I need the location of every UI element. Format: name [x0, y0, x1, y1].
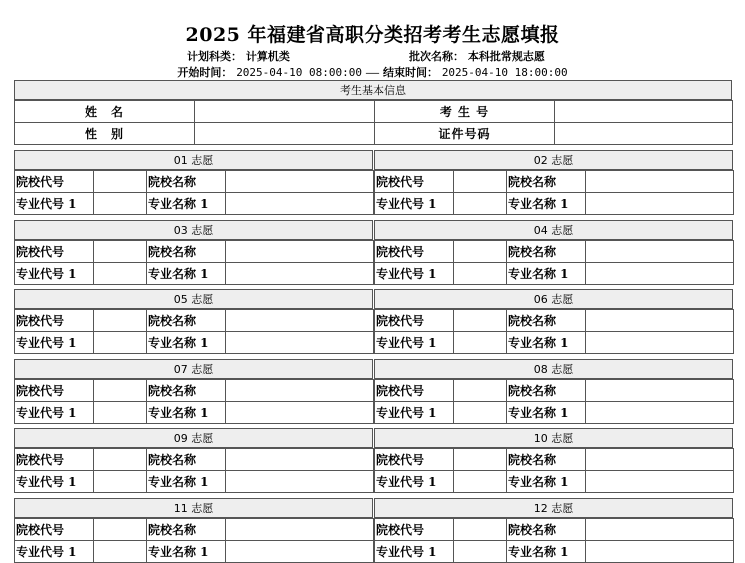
- major-name-label: 专业名称 1: [507, 541, 586, 563]
- school-code-label: 院校代号: [15, 241, 94, 263]
- page-title: 2025 年福建省高职分类招考考生志愿填报: [185, 24, 560, 46]
- school-name-field[interactable]: [586, 171, 734, 193]
- volunteer-header: 06 志愿: [374, 289, 733, 309]
- volunteer-block: [14, 428, 373, 493]
- school-name-field[interactable]: [226, 241, 374, 263]
- major-name-field[interactable]: [586, 193, 734, 215]
- major-code-label: 专业代号 1: [375, 332, 454, 354]
- school-code-label: 院校代号: [375, 171, 454, 193]
- batch-value: 本科批常规志愿: [467, 50, 545, 63]
- major-name-label: 专业名称 1: [507, 402, 586, 424]
- school-code-field[interactable]: [454, 241, 507, 263]
- volunteer-table: [374, 379, 734, 424]
- major-code-label: 专业代号 1: [15, 332, 94, 354]
- school-name-field[interactable]: [226, 380, 374, 402]
- major-name-field[interactable]: [586, 332, 734, 354]
- volunteer-block: [374, 359, 733, 424]
- school-name-field[interactable]: [226, 519, 374, 541]
- volunteer-table: [374, 518, 734, 563]
- school-name-label: 院校名称: [147, 241, 226, 263]
- school-code-field[interactable]: [94, 241, 147, 263]
- major-name-label: 专业名称 1: [507, 471, 586, 493]
- volunteer-block: [14, 150, 373, 215]
- major-code-field[interactable]: [94, 332, 147, 354]
- major-name-label: 专业名称 1: [507, 332, 586, 354]
- volunteer-header: 04 志愿: [374, 220, 733, 240]
- volunteer-table: [374, 448, 734, 493]
- major-name-label: 专业名称 1: [147, 193, 226, 215]
- volunteer-table: [14, 379, 374, 424]
- school-name-field[interactable]: [586, 449, 734, 471]
- major-code-field[interactable]: [454, 193, 507, 215]
- major-code-field[interactable]: [454, 263, 507, 285]
- volunteer-header: 03 志愿: [14, 220, 373, 240]
- major-code-field[interactable]: [454, 332, 507, 354]
- school-name-label: 院校名称: [507, 380, 586, 402]
- major-name-field[interactable]: [586, 263, 734, 285]
- end-value: 2025-04-10 18:00:00: [441, 66, 568, 79]
- major-name-label: 专业名称 1: [147, 263, 226, 285]
- basic-info-table: [14, 100, 733, 145]
- major-code-field[interactable]: [94, 193, 147, 215]
- school-name-label: 院校名称: [147, 380, 226, 402]
- major-code-label: 专业代号 1: [15, 402, 94, 424]
- school-code-field[interactable]: [454, 310, 507, 332]
- major-name-label: 专业名称 1: [147, 471, 226, 493]
- exam-no-label: 考 生 号: [375, 101, 555, 123]
- school-code-field[interactable]: [454, 519, 507, 541]
- volunteer-table: [14, 518, 374, 563]
- volunteer-table: [14, 309, 374, 354]
- volunteer-header: 07 志愿: [14, 359, 373, 379]
- school-code-field[interactable]: [94, 380, 147, 402]
- school-code-field[interactable]: [94, 310, 147, 332]
- school-code-label: 院校代号: [15, 519, 94, 541]
- meta-row-2: [0, 64, 745, 80]
- volunteer-block: [374, 498, 733, 563]
- basic-info-section: [14, 80, 732, 145]
- school-name-label: 院校名称: [147, 519, 226, 541]
- volunteer-block: [14, 359, 373, 424]
- major-name-field[interactable]: [586, 541, 734, 563]
- school-name-field[interactable]: [586, 380, 734, 402]
- major-code-label: 专业代号 1: [375, 471, 454, 493]
- school-code-field[interactable]: [454, 171, 507, 193]
- plan-info: [187, 48, 290, 64]
- major-code-field[interactable]: [94, 541, 147, 563]
- volunteer-header: 09 志愿: [14, 428, 373, 448]
- volunteer-table: [374, 170, 734, 215]
- major-code-field[interactable]: [94, 263, 147, 285]
- batch-label: 批次名称：: [409, 50, 464, 63]
- school-code-label: 院校代号: [375, 519, 454, 541]
- major-name-field[interactable]: [226, 541, 374, 563]
- major-code-label: 专业代号 1: [375, 263, 454, 285]
- school-code-label: 院校代号: [15, 449, 94, 471]
- major-name-field[interactable]: [226, 263, 374, 285]
- major-name-label: 专业名称 1: [147, 402, 226, 424]
- time-separator: ——: [365, 66, 380, 79]
- school-name-label: 院校名称: [507, 519, 586, 541]
- major-code-field[interactable]: [94, 402, 147, 424]
- start-value: 2025-04-10 08:00:00: [236, 66, 363, 79]
- major-code-label: 专业代号 1: [15, 193, 94, 215]
- major-code-label: 专业代号 1: [15, 471, 94, 493]
- volunteer-block: [374, 289, 733, 354]
- school-code-label: 院校代号: [375, 241, 454, 263]
- school-name-label: 院校名称: [507, 310, 586, 332]
- school-name-field[interactable]: [586, 310, 734, 332]
- volunteer-table: [14, 170, 374, 215]
- school-code-field[interactable]: [94, 519, 147, 541]
- volunteer-block: [14, 220, 373, 285]
- end-label: 结束时间：: [382, 66, 438, 79]
- major-name-field[interactable]: [226, 193, 374, 215]
- volunteer-block: [374, 150, 733, 215]
- volunteer-header: 12 志愿: [374, 498, 733, 518]
- volunteer-block: [14, 289, 373, 354]
- school-code-field[interactable]: [94, 449, 147, 471]
- school-name-field[interactable]: [226, 310, 374, 332]
- start-label: 开始时间：: [177, 66, 233, 79]
- school-name-label: 院校名称: [507, 241, 586, 263]
- major-name-label: 专业名称 1: [507, 193, 586, 215]
- school-code-label: 院校代号: [15, 171, 94, 193]
- major-name-label: 专业名称 1: [507, 263, 586, 285]
- volunteer-table: [374, 309, 734, 354]
- major-code-label: 专业代号 1: [375, 193, 454, 215]
- school-code-label: 院校代号: [375, 449, 454, 471]
- volunteer-header: 10 志愿: [374, 428, 733, 448]
- school-code-label: 院校代号: [15, 380, 94, 402]
- volunteer-header: 01 志愿: [14, 150, 373, 170]
- gender-label: 性 别: [15, 123, 195, 145]
- major-code-label: 专业代号 1: [15, 263, 94, 285]
- name-label: 姓 名: [15, 101, 195, 123]
- school-name-label: 院校名称: [147, 310, 226, 332]
- school-name-field[interactable]: [586, 241, 734, 263]
- major-code-field[interactable]: [454, 541, 507, 563]
- volunteer-header: 05 志愿: [14, 289, 373, 309]
- major-name-field[interactable]: [586, 402, 734, 424]
- major-code-label: 专业代号 1: [375, 402, 454, 424]
- school-name-field[interactable]: [586, 519, 734, 541]
- school-name-label: 院校名称: [147, 449, 226, 471]
- school-name-field[interactable]: [226, 171, 374, 193]
- major-code-field[interactable]: [94, 471, 147, 493]
- id-label: 证件号码: [375, 123, 555, 145]
- exam-no-field[interactable]: [555, 101, 733, 123]
- volunteer-block: [374, 428, 733, 493]
- school-code-field[interactable]: [454, 449, 507, 471]
- major-name-label: 专业名称 1: [147, 332, 226, 354]
- batch-info: [409, 48, 545, 64]
- school-name-label: 院校名称: [507, 449, 586, 471]
- volunteer-header: 11 志愿: [14, 498, 373, 518]
- school-code-label: 院校代号: [15, 310, 94, 332]
- school-name-label: 院校名称: [147, 171, 226, 193]
- volunteer-header: 02 志愿: [374, 150, 733, 170]
- gender-field[interactable]: [195, 123, 375, 145]
- school-code-field[interactable]: [454, 380, 507, 402]
- major-code-label: 专业代号 1: [375, 541, 454, 563]
- volunteer-header: 08 志愿: [374, 359, 733, 379]
- school-code-label: 院校代号: [375, 380, 454, 402]
- school-name-field[interactable]: [226, 449, 374, 471]
- volunteer-table: [374, 240, 734, 285]
- major-name-field[interactable]: [226, 402, 374, 424]
- major-code-label: 专业代号 1: [15, 541, 94, 563]
- id-field[interactable]: [555, 123, 733, 145]
- major-code-field[interactable]: [454, 471, 507, 493]
- volunteer-block: [374, 220, 733, 285]
- school-name-label: 院校名称: [507, 171, 586, 193]
- volunteer-block: [14, 498, 373, 563]
- plan-value: 计算机类: [245, 50, 290, 63]
- name-field[interactable]: [195, 101, 375, 123]
- basic-info-header: 考生基本信息: [14, 80, 732, 100]
- major-name-field[interactable]: [586, 471, 734, 493]
- major-name-field[interactable]: [226, 332, 374, 354]
- school-code-field[interactable]: [94, 171, 147, 193]
- plan-label: 计划科类：: [187, 50, 242, 63]
- volunteer-table: [14, 448, 374, 493]
- volunteer-table: [14, 240, 374, 285]
- major-name-label: 专业名称 1: [147, 541, 226, 563]
- major-code-field[interactable]: [454, 402, 507, 424]
- major-name-field[interactable]: [226, 471, 374, 493]
- school-code-label: 院校代号: [375, 310, 454, 332]
